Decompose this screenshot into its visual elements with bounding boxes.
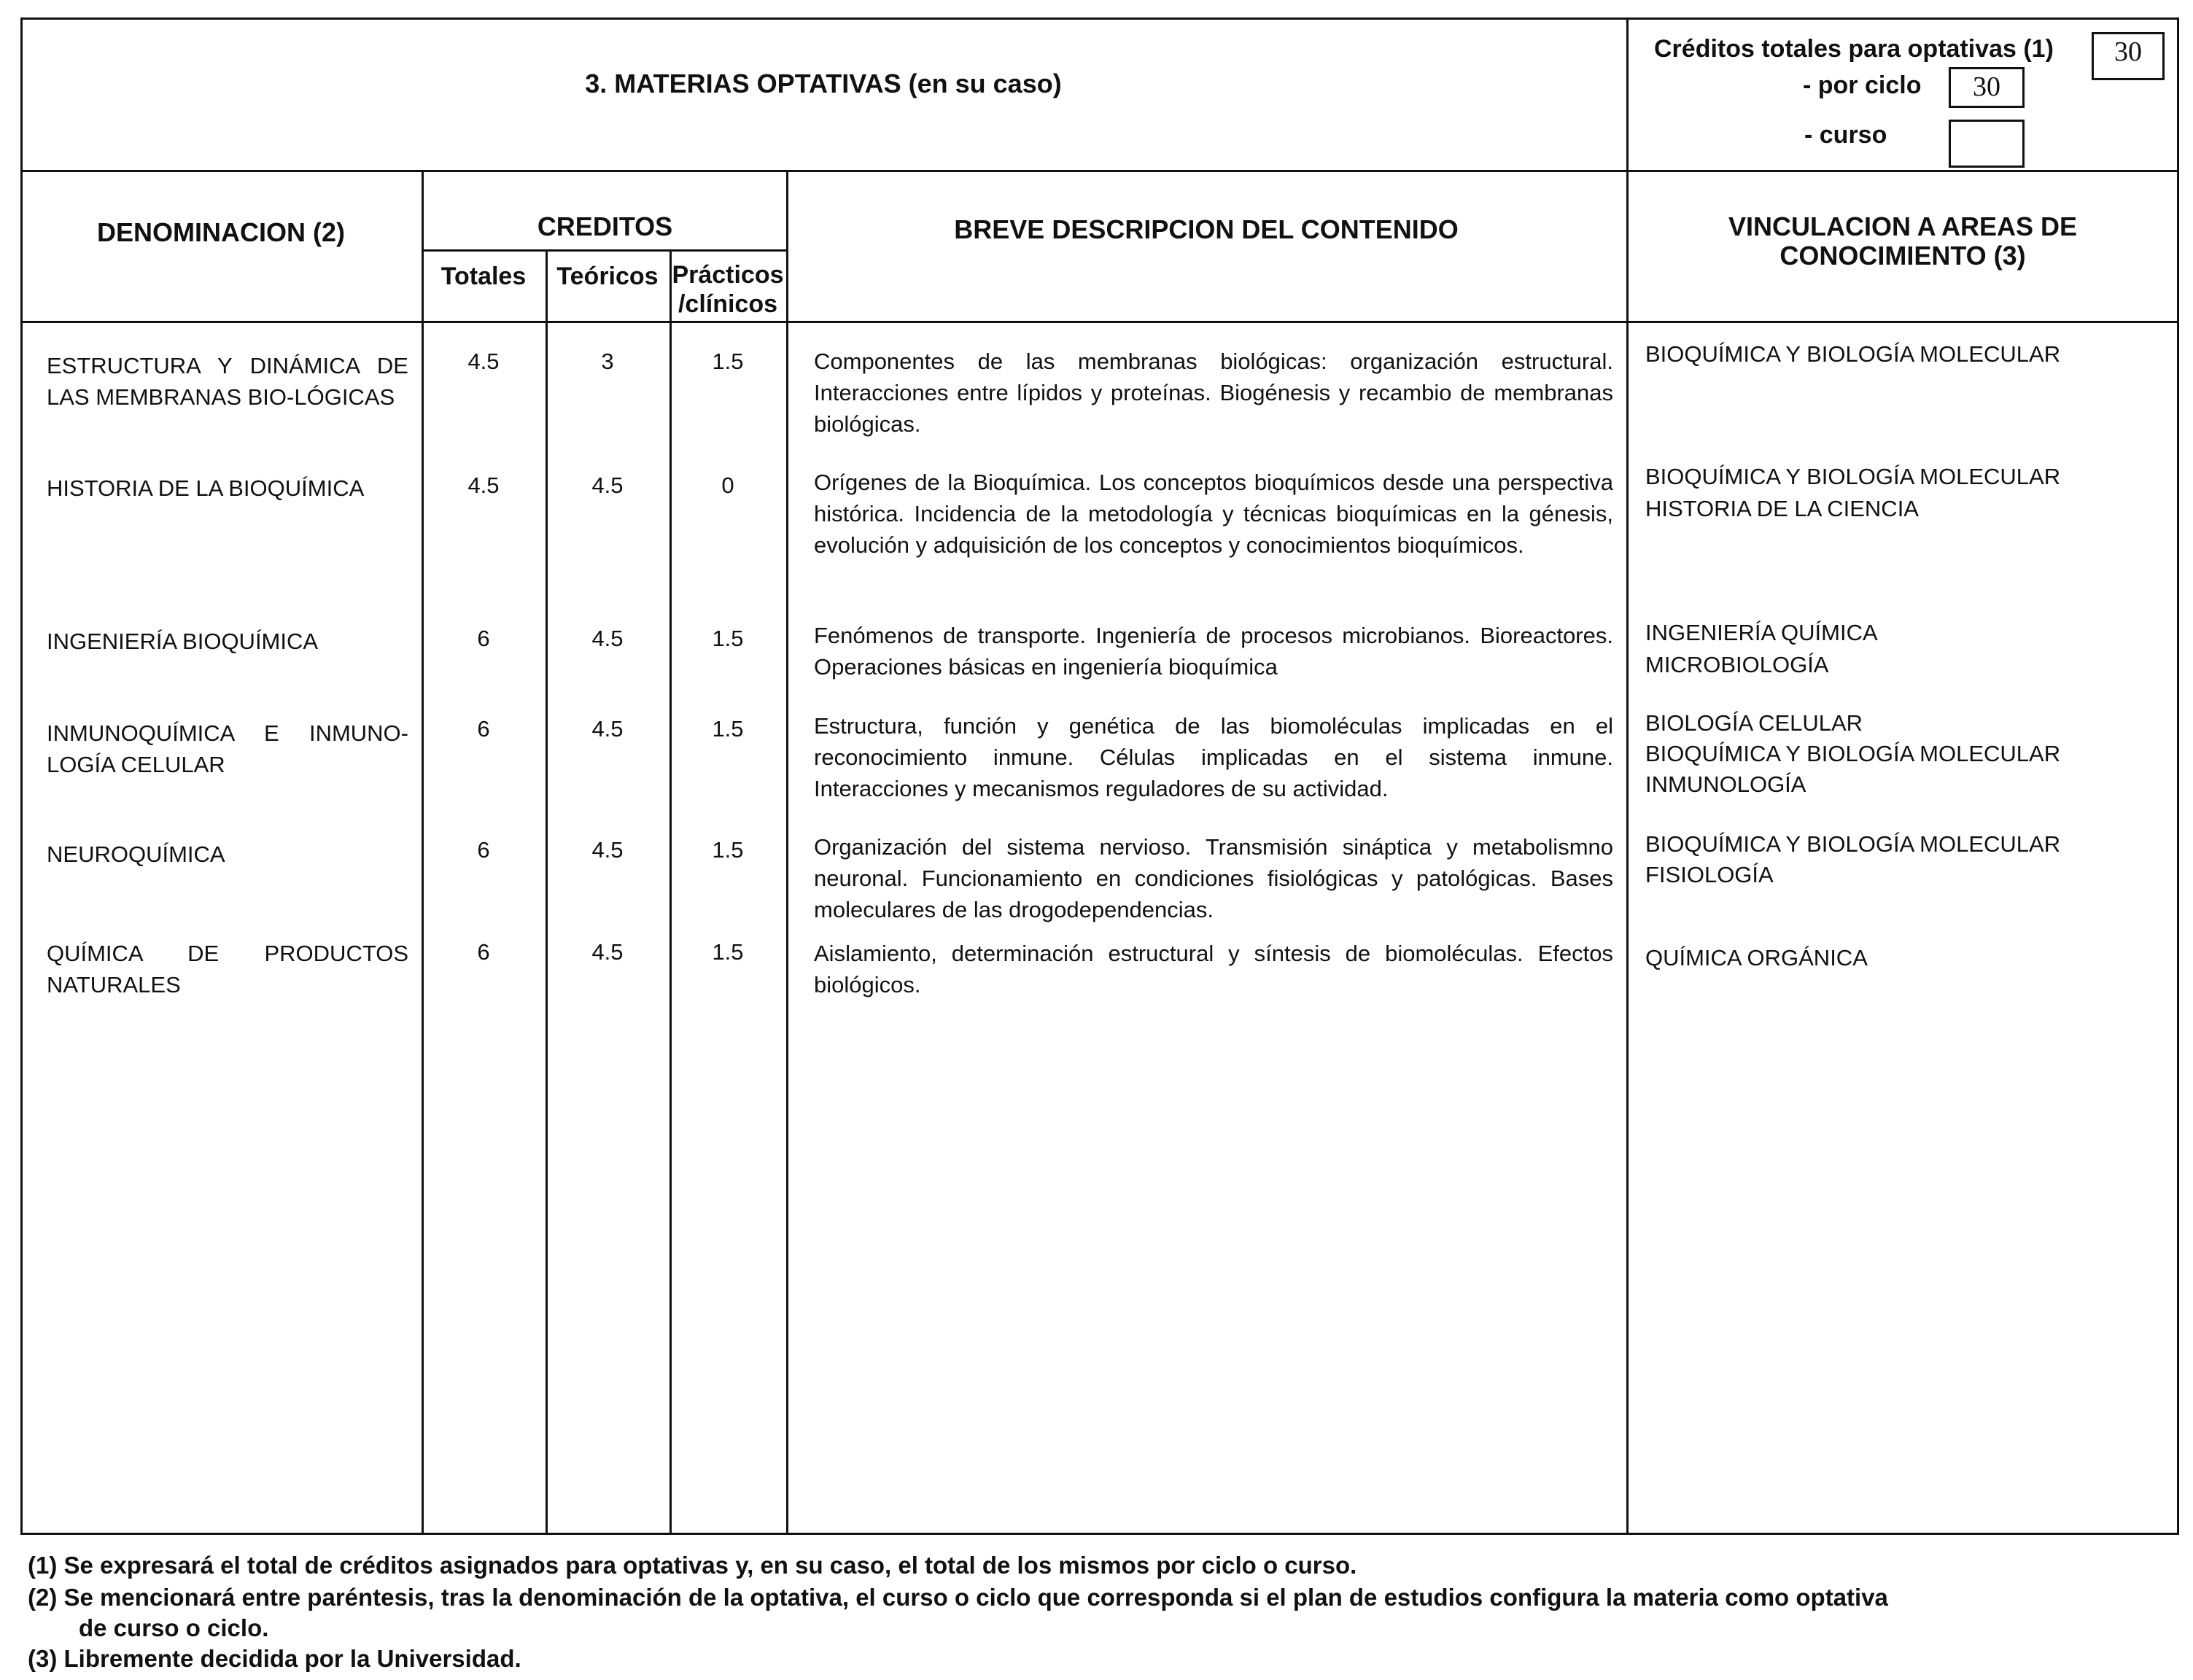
col-header-totales: Totales: [440, 262, 527, 290]
subject-description: Orígenes de la Bioquímica. Los conceptos bioquímicos desde una perspectiva histórica. Incidencia de la metodología y técnicas bioquímicas en la génesis, evolución y adquisición de los conceptos y conocimientos bioquímicos.: [814, 470, 1613, 558]
area-line: QUÍMICA ORGÁNICA: [1645, 945, 1868, 971]
area-line: INMUNOLOGÍA: [1645, 771, 1806, 797]
footnote-2-continuation: de curso o ciclo.: [79, 1614, 269, 1641]
footnote-3: (3) Libremente decidida por la Universidad.: [28, 1645, 521, 1672]
col-header-teoricos: Teóricos: [556, 262, 659, 290]
subject-description: Aislamiento, determinación estructural y síntesis de biomoléculas. Efectos biológicos.: [814, 941, 1613, 998]
credits-total-label: Créditos totales para optativas (1): [1654, 35, 2054, 63]
credits-totales: 6: [477, 939, 490, 965]
subject-name: HISTORIA DE LA BIOQUÍMICA: [47, 475, 365, 501]
area-line: BIOQUÍMICA Y BIOLOGÍA MOLECULAR: [1645, 464, 2061, 489]
col-header-creditos: CREDITOS: [537, 211, 673, 241]
section-title: 3. MATERIAS OPTATIVAS (en su caso): [585, 69, 1062, 98]
area-line: BIOQUÍMICA Y BIOLOGÍA MOLECULAR: [1645, 341, 2061, 367]
credits-teoricos: 3: [601, 349, 614, 374]
area-line: BIOQUÍMICA Y BIOLOGÍA MOLECULAR: [1645, 831, 2061, 857]
subject-name: QUÍMICA DE PRODUCTOS NATURALES: [47, 941, 408, 998]
subject-name: INGENIERÍA BIOQUÍMICA: [47, 629, 319, 654]
col-header-vinculacion-1: VINCULACION A AREAS DE: [1728, 211, 2078, 241]
col-header-practicos: Prácticos: [672, 261, 784, 289]
credits-total-box: 30: [2092, 32, 2165, 80]
credits-teoricos: 4.5: [591, 716, 624, 742]
credits-practicos: 1.5: [712, 626, 744, 651]
credits-practicos: 1.5: [712, 939, 744, 965]
subject-name: NEUROQUÍMICA: [47, 841, 225, 867]
col-header-vinculacion-2: CONOCIMIENTO (3): [1779, 241, 2026, 271]
credits-totales: 4.5: [467, 349, 500, 374]
course-box: [1949, 120, 2025, 168]
col-header-clinicos: /clínicos: [678, 290, 778, 318]
col-divider-3: [669, 249, 672, 1535]
subject-description: Fenómenos de transporte. Ingeniería de procesos microbianos. Bioreactores. Operaciones básicas en ingeniería bioquímica: [814, 623, 1613, 680]
credits-totales: 6: [477, 716, 490, 742]
col-divider-2: [546, 249, 548, 1535]
credits-totales: 6: [477, 837, 490, 863]
credits-teoricos: 4.5: [591, 472, 624, 498]
col-divider-4: [786, 170, 788, 1535]
table-header-bottom-line: [20, 321, 2179, 323]
credits-teoricos: 4.5: [591, 939, 624, 965]
credits-practicos: 1.5: [712, 837, 744, 863]
area-line: BIOQUÍMICA Y BIOLOGÍA MOLECULAR: [1645, 741, 2061, 766]
course-label: - curso: [1804, 121, 1887, 149]
credits-totales: 6: [477, 626, 490, 651]
area-line: HISTORIA DE LA CIENCIA: [1645, 496, 1919, 521]
credits-totales: 4.5: [467, 472, 500, 498]
area-line: INGENIERÍA QUÍMICA: [1645, 620, 1878, 645]
subject-name: INMUNOQUÍMICA E INMUNO-LOGÍA CELULAR: [47, 720, 408, 777]
subject-description: Estructura, función y genética de las biomoléculas implicadas en el reconocimiento inmune. Células implicadas en el sistema inmune. Interacciones y mecanismos reguladores de su actividad.: [814, 713, 1613, 801]
subject-name: ESTRUCTURA Y DINÁMICA DE LAS MEMBRANAS BIO-LÓGICAS: [47, 353, 408, 410]
col-divider-5: [1626, 170, 1629, 1535]
credits-teoricos: 4.5: [591, 837, 624, 863]
subject-description: Componentes de las membranas biológicas: organización estructural. Interacciones entre lípidos y proteínas. Biogénesis y recambio de membranas biológicas.: [814, 349, 1613, 437]
per-cycle-box: 30: [1949, 67, 2025, 108]
area-line: FISIOLOGÍA: [1645, 862, 1774, 887]
credits-teoricos: 4.5: [591, 626, 624, 651]
footnote-2: (2) Se mencionará entre paréntesis, tras la denominación de la optativa, el curso o ciclo que corresponda si el plan de estudios configura la materia como optativa: [28, 1584, 1888, 1611]
credits-practicos: 1.5: [712, 349, 744, 374]
header-divider: [1626, 18, 1629, 172]
credits-practicos: 1.5: [712, 716, 744, 742]
subject-description: Organización del sistema nervioso. Transmisión sináptica y metabolismno neuronal. Funcionamiento en condiciones fisiológicas y patológicas. Bases moleculares de las drogodependencias.: [814, 834, 1613, 922]
col-header-denominacion: DENOMINACION (2): [97, 217, 345, 247]
credits-practicos: 0: [721, 472, 734, 498]
footnote-1: (1) Se expresará el total de créditos asignados para optativas y, en su caso, el total de los mismos por ciclo o curso.: [28, 1552, 1357, 1579]
area-line: MICROBIOLOGÍA: [1645, 652, 1829, 677]
col-header-descripcion: BREVE DESCRIPCION DEL CONTENIDO: [954, 214, 1459, 244]
creditos-sub-line: [422, 249, 788, 252]
area-line: BIOLOGÍA CELULAR: [1645, 710, 1863, 736]
per-cycle-label: - por ciclo: [1803, 71, 1922, 99]
